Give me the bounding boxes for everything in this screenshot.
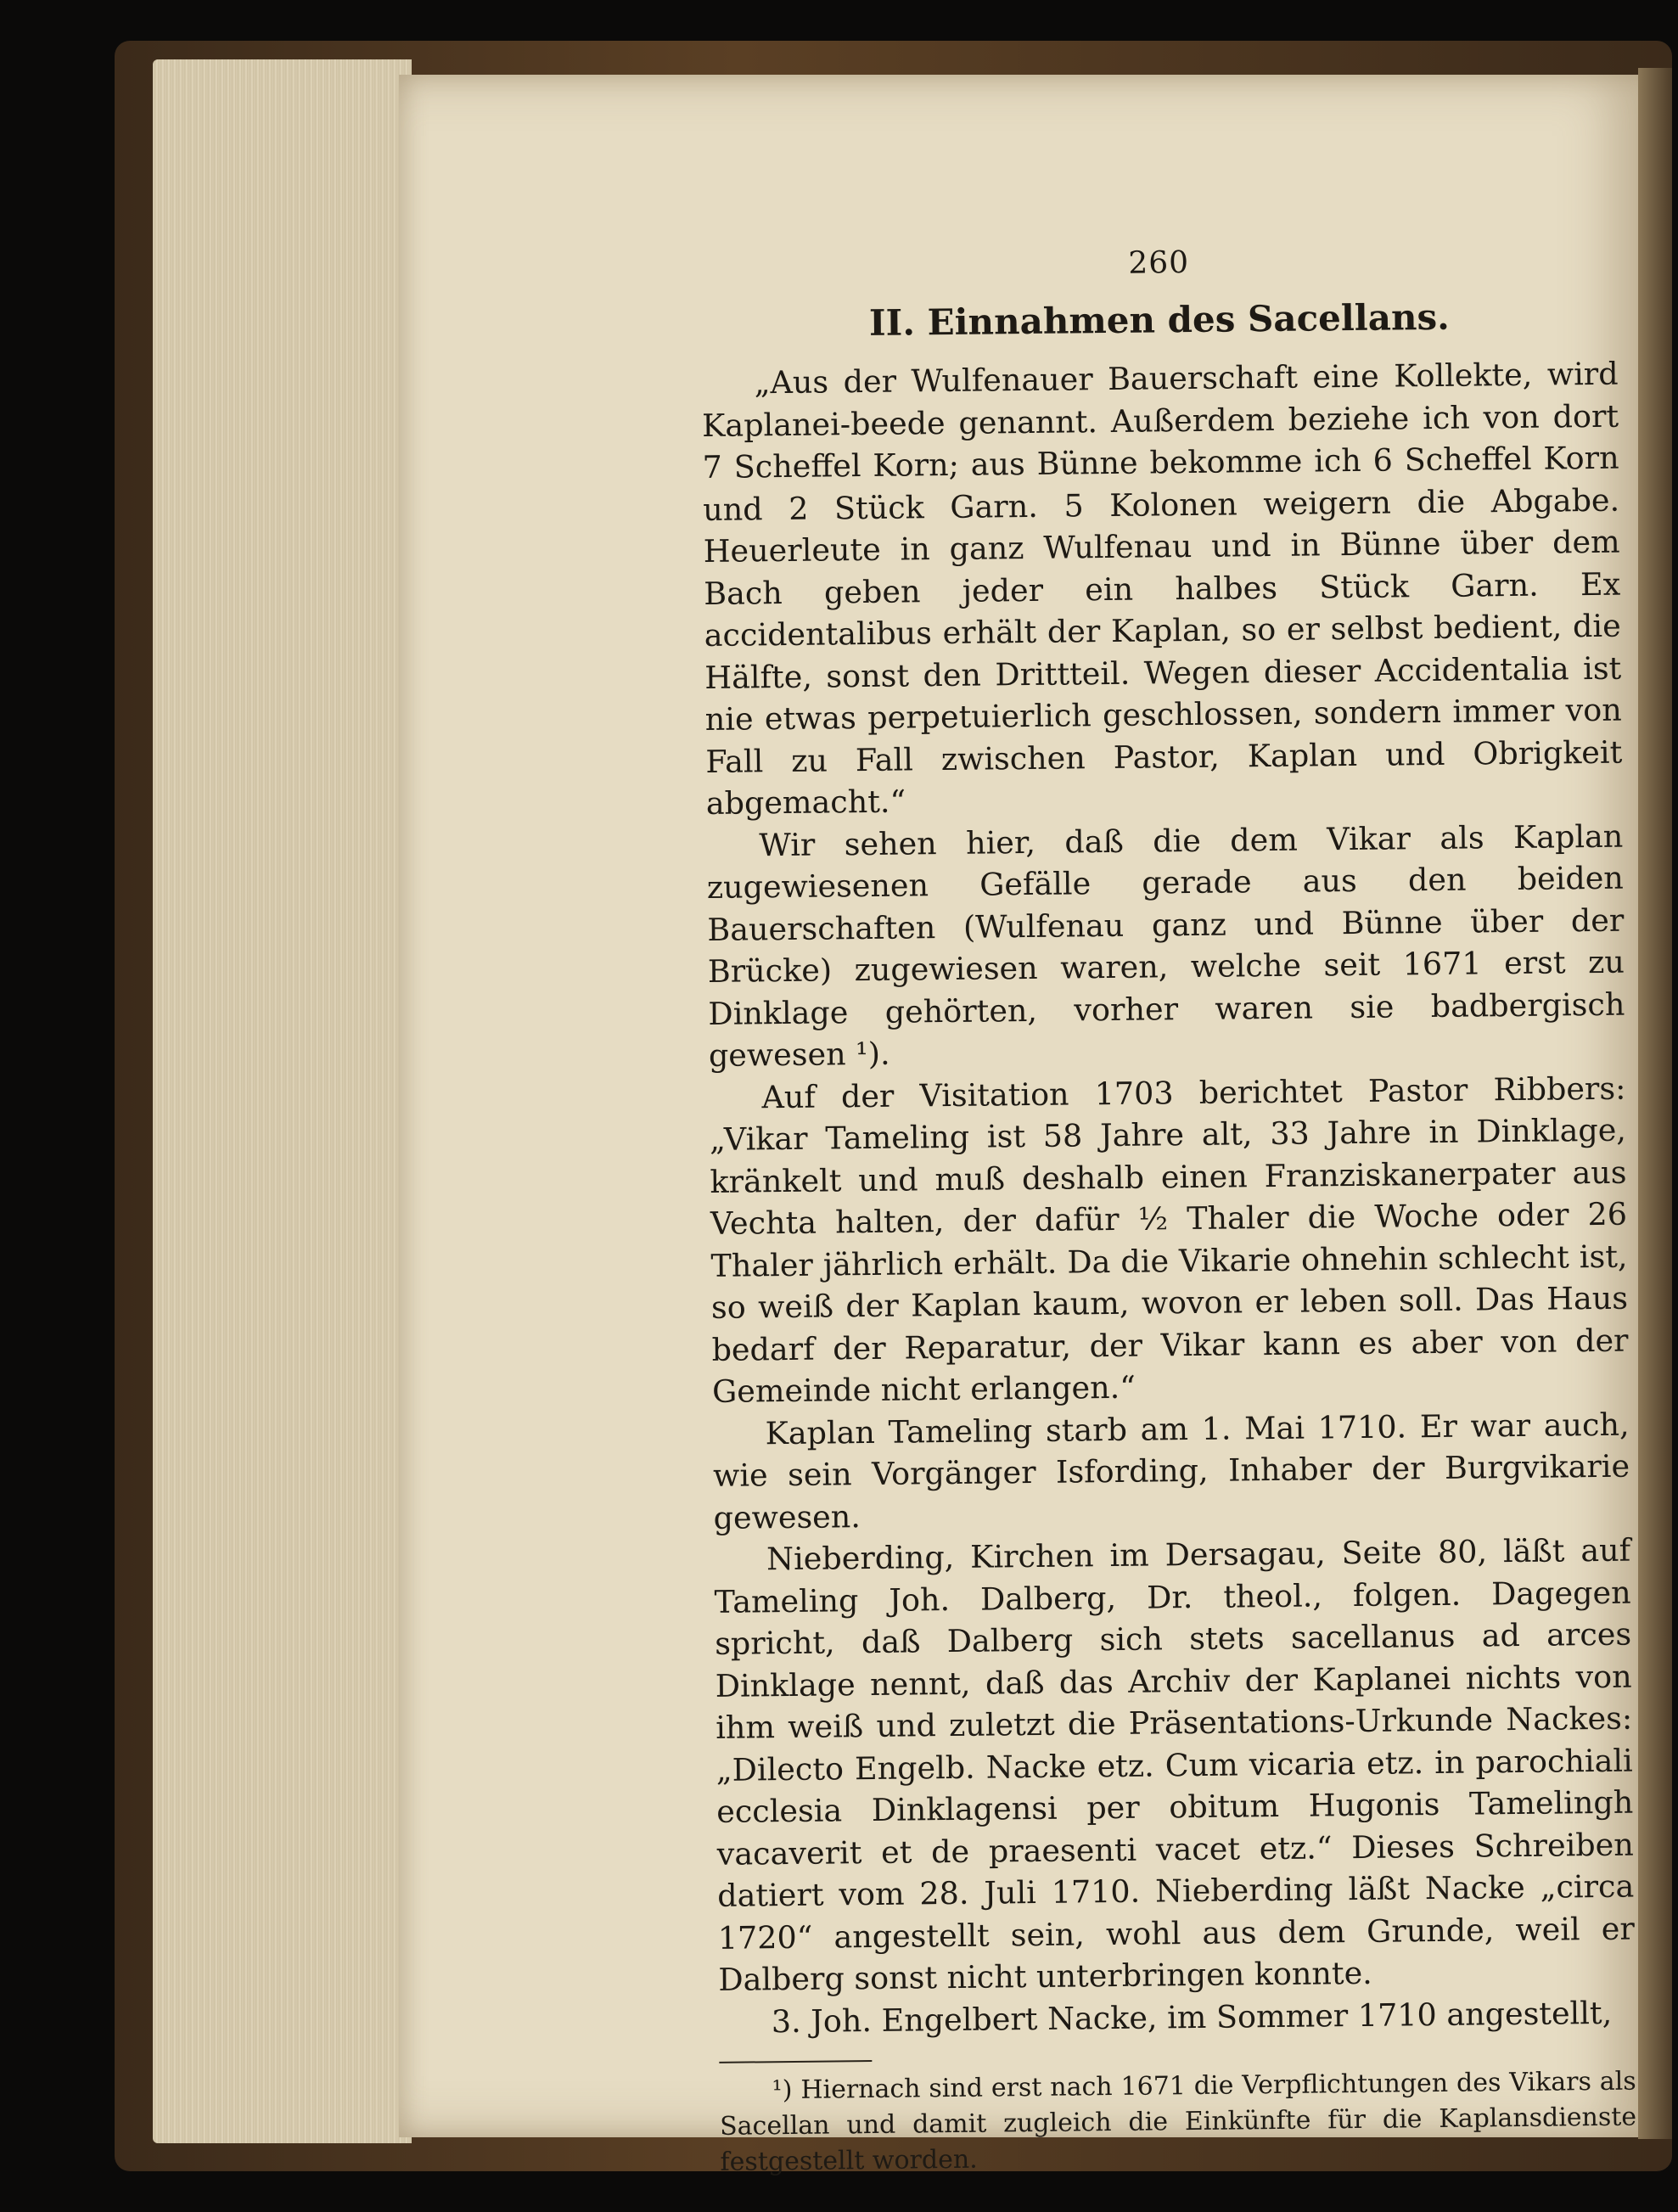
paragraph-4: Kaplan Tameling starb am 1. Mai 1710. Er war auch, wie sein Vorgänger Isfording, Inhaber der Burgvikarie gewesen. — [712, 1406, 1630, 1536]
footnote: ¹) Hiernach sind erst nach 1671 die Verpflichtungen des Vikars als Sacellan und damit zugleich die Einkünfte für die Kaplansdienste festgestellt worden. — [719, 2066, 1637, 2177]
paragraph-6: 3. Joh. Engelbert Nacke, im Sommer 1710 angestellt, — [771, 1994, 1613, 2040]
paragraph-3: Auf der Visitation 1703 berichtet Pastor Ribbers: „Vikar Tameling ist 58 Jahre alt, 33 Jahre in Dinklage, kränkelt und muß deshalb einen Franziskanerpater aus Vechta halten, der dafür ½ Thaler die Woche oder 26 Thaler jährlich erhält. Da die Vikarie ohnehin schlecht ist, so weiß der Kaplan kaum, wovon er leben soll. Das Haus bedarf der Reparatur, der Vikar kann es aber von der Gemeinde nicht erlangen.“ — [709, 1070, 1629, 1410]
page-number: 260 — [1128, 244, 1190, 281]
page-content — [700, 241, 1637, 2181]
page-edges — [153, 59, 412, 2143]
footnote-divider — [719, 2060, 872, 2063]
paragraph-5: Nieberding, Kirchen im Dersagau, Seite 80, läßt auf Tameling Joh. Dalberg, Dr. theol., folgen. Dagegen spricht, daß Dalberg sich stets sacellanus ad arces Dinklage nennt, daß das Archiv der Kaplanei nichts von ihm weiß und zuletzt die Präsentations-Urkunde Nackes: „Dilecto Engelb. Nacke etz. Cum vicaria etz. in parochiali ecclesia Dinklagensi per obitum Hugonis Tamelingh vacaverit et de praesenti vacet etz.“ Dieses Schreiben datiert vom 28. Juli 1710. Nieberding läßt Nacke „circa 1720“ angestellt sein, wohl aus dem Grunde, weil er Dalberg sonst nicht unterbringen konnte. — [714, 1531, 1635, 1998]
paragraph-2: Wir sehen hier, daß die dem Vikar als Kaplan zugewiesenen Gefälle gerade aus den beiden Bauerschaften (Wulfenau ganz und Bünne über der Brücke) zugewiesen waren, welche seit 1671 erst zu Dinklage gehörten, vorher waren sie badbergisch gewesen ¹). — [706, 817, 1625, 1074]
paragraph-1: „Aus der Wulfenauer Bauerschaft eine Kollekte, wird Kaplanei-beede genannt. Außerdem beziehe ich von dort 7 Scheffel Korn; aus Bünne bekomme ich 6 Scheffel Korn und 2 Stück Garn. 5 Kolonen weigern die Abgabe. Heuerleute in ganz Wulfenau und in Bünne über dem Bach geben jeder ein halbes Stück Garn. Ex accidentalibus erhält der Kaplan, so er selbst bedient, die Hälfte, sonst den Drittteil. Wegen dieser Accidentalia ist nie etwas perpetuierlich geschlossen, sondern immer von Fall zu Fall zwischen Pastor, Kaplan und Obrigkeit abgemacht.“ — [701, 355, 1623, 822]
section-heading: II. Einnahmen des Sacellans. — [868, 295, 1451, 344]
book-gutter — [1638, 68, 1672, 2139]
